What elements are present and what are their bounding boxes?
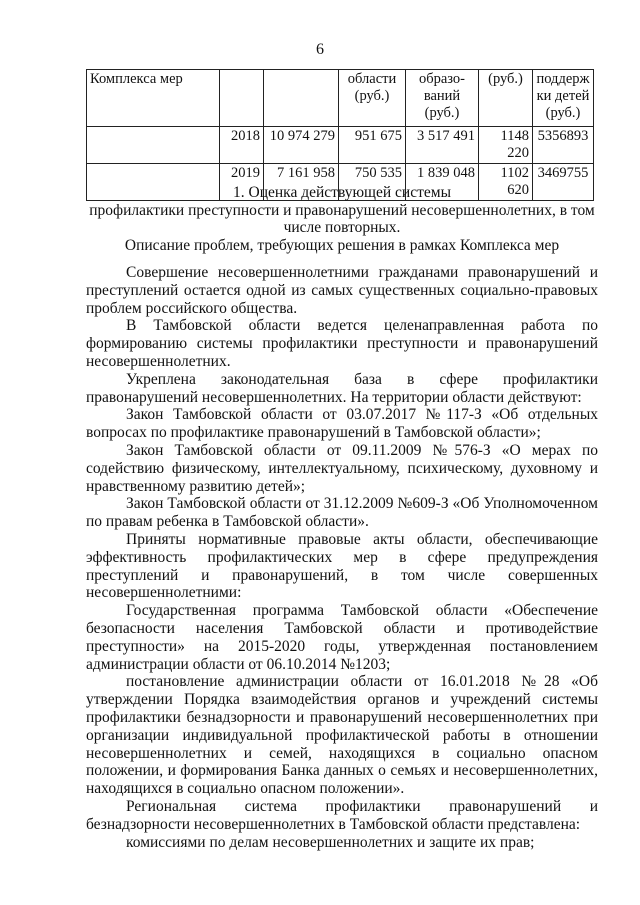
paragraph: комиссиями по делам несовершеннолетних и защите их прав; [126, 833, 535, 851]
paragraph: Укреплена законодательная база в сфере профилактики правонарушений несовершеннолетних. На территории области действуют: [86, 370, 598, 406]
body-text [86, 264, 598, 851]
paragraph: Государственная программа Тамбовской области «Обеспечение безопасности населения Тамбовской области и противодействие преступности» на 2015-2020 годы, утвержденная постановлением администрации области от 06.10.2014 №1203; [86, 602, 598, 673]
table-header-cell: (руб.) [479, 70, 533, 127]
section-heading [86, 184, 598, 254]
paragraph: Закон Тамбовской области от 31.12.2009 №609-З «Об Уполномоченном по правам ребенка в Тамбовской области». [86, 495, 598, 531]
budget-table [86, 69, 594, 201]
table-header-cell: поддерж ки детей (руб.) [533, 70, 594, 127]
table-row [87, 127, 594, 164]
table-header-cell: области (руб.) [339, 70, 406, 127]
section-description: Описание проблем, требующих решения в рамках Комплекса мер [124, 236, 560, 254]
paragraph: Закон Тамбовской области от 03.07.2017 №117-З «Об отдельных вопросах по профилактике правонарушений в Тамбовской области»; [86, 406, 598, 442]
table-cell: 7 161 958 [264, 164, 339, 201]
table-cell: 3469755 [533, 164, 594, 201]
table-cell [87, 127, 220, 164]
paragraph: Совершение несовершеннолетними гражданами правонарушений и преступлений остается одной из самых существенных социально-правовых проблем российского общества. [86, 264, 598, 317]
paragraph: В Тамбовской области ведется целенаправленная работа по формированию системы профилактики преступности и правонарушений несовершеннолетних. [86, 317, 598, 370]
section-title: 1. Оценка действующей системы [233, 184, 451, 201]
table-cell: 1148 220 [479, 127, 533, 164]
paragraph: Региональная система профилактики правонарушений и безнадзорности несовершеннолетних в Тамбовской области представлена: [86, 797, 598, 833]
table-cell: 1102 620 [479, 164, 533, 201]
section-subtitle: профилактики преступности и правонарушений несовершеннолетних, в том числе повторных. [89, 201, 595, 236]
table-cell-year: 2019 [220, 164, 264, 201]
table-cell: 3 517 491 [406, 127, 479, 164]
page-number: 6 [316, 41, 324, 58]
table-header-cell [220, 70, 264, 127]
paragraph: Приняты нормативные правовые акты области, обеспечивающие эффективность профилактических мер в сфере предупреждения преступлений и правонарушений, в том числе совершенных несовершеннолетними: [86, 530, 598, 602]
table-cell: 1 839 048 [406, 164, 479, 201]
table-header-row [87, 70, 594, 127]
table-cell: 750 535 [339, 164, 406, 201]
paragraph: Закон Тамбовской области от 09.11.2009 №576-З «О мерах по содействию физическому, интеллектуальному, психическому, духовному и нравственному развитию детей»; [86, 441, 598, 495]
table-cell: 10 974 279 [264, 127, 339, 164]
table-header-cell: образо-ваний (руб.) [406, 70, 479, 127]
table-cell: 5356893 [533, 127, 594, 164]
table-header-cell [264, 70, 339, 127]
paragraph: постановление администрации области от 16.01.2018 №28 «Об утверждении Порядка взаимодействия органов и учреждений системы профилактики безнадзорности и правонарушений несовершеннолетних при организации индивидуальной профилактической работы в отношении несовершеннолетних и семей, находящихся в социально опасном положении, и формирования Банка данных о семьях и несовершеннолетних, находящихся в социально опасном положении». [86, 673, 598, 798]
table-header-cell: Комплекса мер [87, 70, 220, 127]
table-cell: 951 675 [339, 127, 406, 164]
table-cell-year: 2018 [220, 127, 264, 164]
